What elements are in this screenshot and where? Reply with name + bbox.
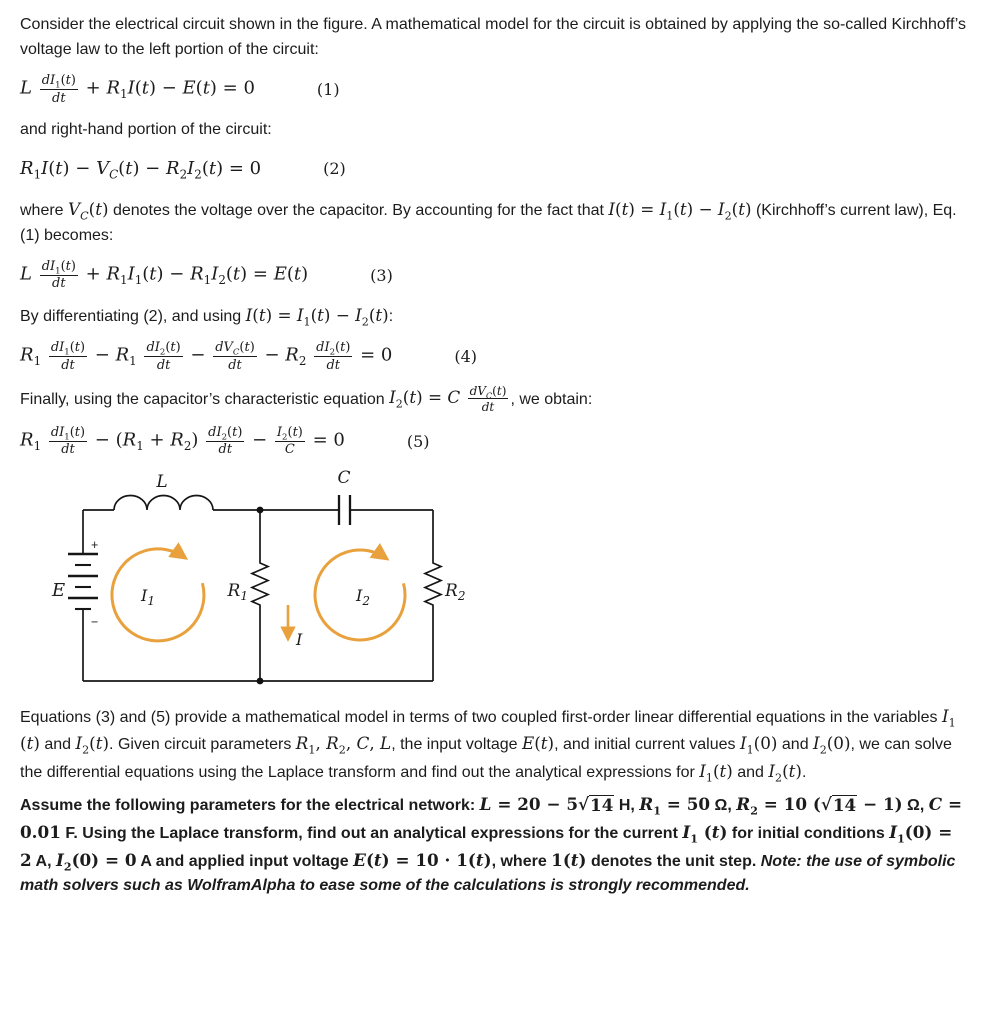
text-segment: Equations (3) and (5) provide a mathematical model in terms of two coupled first-order linear differential equations in the variables: [20, 709, 942, 727]
circuit-figure: [48, 468, 966, 697]
paragraph: [20, 791, 966, 899]
inline-math: $I_1$ (t): [20, 706, 956, 754]
loop-label-i1: $I_1$: [141, 586, 155, 609]
inline-math: $I_1(t)$: [699, 760, 733, 785]
problem-statement-bottom: [20, 703, 966, 899]
equation-math: L $\frac{dI_1(t)}{dt}$ + $R_1I(t) - E(t) = 0$: [20, 73, 255, 106]
inline-math: E(t) = 10 · 1(t): [353, 849, 492, 870]
text-segment: , the input voltage: [391, 736, 522, 754]
text-segment: Ω,: [902, 796, 929, 814]
text-segment: Consider the electrical circuit shown in the figure. A mathematical model for the circuit is obtained by applying the so-called Kirchhoff’s voltage law to the left portion of the circuit:: [20, 16, 966, 59]
inline-math: $I_2(t)$: [75, 733, 110, 757]
battery-label: E: [52, 580, 66, 602]
text-segment: denotes the unit step.: [586, 852, 761, 870]
resistor-r2-icon: [425, 510, 441, 681]
inline-math: $R_1$, $R_2$, C, L: [295, 733, 392, 757]
loop-label-i2: $I_2$: [356, 586, 370, 609]
text-segment: (Kirchhoff’s current law), Eq. (1) becomes:: [20, 201, 957, 245]
text-segment: where: [20, 201, 69, 219]
circuit-diagram: [48, 468, 518, 692]
text-segment: H,: [614, 796, 640, 814]
current-label-i: I: [296, 630, 303, 650]
capacitor-label: C: [337, 468, 351, 489]
text-segment: for initial conditions: [727, 824, 890, 842]
circuit-wires: [83, 510, 433, 681]
text-segment: A,: [31, 852, 56, 870]
equation-math: L $\frac{dI_1(t)}{dt}$ + $R_1I_1(t) - R_1I_2(t) = E(t)$: [20, 259, 309, 292]
inline-math: $I_2(0) = 0$: [55, 849, 137, 873]
text-segment: and right-hand portion of the circuit:: [20, 120, 272, 138]
plus-sign: +: [91, 538, 99, 553]
minus-sign: −: [91, 615, 99, 630]
inline-math: E(t): [521, 733, 555, 754]
note-text: Note: the use of symbolic math solvers such as WolframAlpha to ease some of the calculations is strongly recommended.: [20, 852, 956, 895]
paragraph: [20, 703, 966, 785]
inline-math: $I_1$ (t): [682, 821, 728, 846]
inline-math: $I(t) = I_1(t) - I_2(t)$: [608, 198, 752, 223]
resistor-r1-icon: [252, 510, 268, 681]
text-segment: , and initial current values: [554, 736, 740, 754]
equation-math: $R_1$ $\frac{dI_1(t)}{dt}$ − $(R_1 + R_2)$ $\frac{dI_2(t)}{dt}$ − $\frac{I_2(t)}{C}$ = 0: [20, 424, 345, 458]
inline-math: $I_2(t) = C$ $\frac{dV_C(t)}{dt}$: [389, 383, 507, 414]
equation-number: (2): [323, 159, 346, 179]
inductor-icon: [114, 496, 213, 511]
equation-row: [20, 337, 966, 377]
resistor-label-r1: $R_1$: [227, 581, 248, 604]
inline-math: $V_C(t)$: [68, 198, 109, 223]
resistor-label-r2: $R_2$: [445, 581, 466, 604]
junction-dot-bottom: [257, 678, 264, 685]
inline-math: 1(t): [551, 849, 587, 870]
mesh-current-loop-i1: [112, 549, 204, 641]
equation-number: (5): [406, 431, 430, 451]
inline-math: $R_2 = 10$ ( √ 14 − 1): [736, 793, 903, 818]
problem-statement-top: [20, 12, 966, 461]
inline-math: C = 0.01: [20, 793, 963, 842]
text-segment: A and applied input voltage: [136, 852, 354, 870]
paragraph: [20, 384, 966, 415]
paragraph: [20, 12, 966, 63]
text-segment: .: [801, 763, 807, 781]
equation-math: $R_1$ $\frac{dI_1(t)}{dt}$ − $R_1$ $\frac{dI_2(t)}{dt}$ − $\frac{dV_C(t)}{dt}$ − $R_2$ $\frac{dI_2(t)}{dt}$ = 0: [20, 340, 393, 373]
inline-math: $I_1(0)$: [739, 733, 778, 757]
paragraph: [20, 117, 966, 142]
text-segment: :: [388, 308, 394, 326]
text-segment: and: [732, 763, 769, 781]
text-segment: and: [39, 736, 76, 754]
paragraph: [20, 302, 966, 329]
inline-math: $I_1(0) = 2$: [20, 821, 953, 870]
inline-math: $R_1 = 50$: [639, 793, 711, 818]
text-segment: , we obtain:: [510, 390, 593, 408]
equation-row: [20, 70, 966, 110]
battery-icon: [68, 554, 98, 609]
text-segment: , where: [491, 852, 552, 870]
text-segment: . Given circuit parameters: [109, 736, 296, 754]
inline-math: $I_2(0)$: [813, 733, 851, 757]
junction-dot-top: [257, 507, 264, 514]
equation-number: (4): [454, 347, 478, 367]
text-segment: denotes the voltage over the capacitor. By accounting for the fact that: [108, 201, 609, 219]
capacitor-icon: [339, 495, 350, 525]
equation-row: [20, 421, 966, 461]
text-segment: Ω,: [710, 796, 737, 814]
text-segment: and: [777, 736, 814, 754]
equation-row: [20, 255, 966, 295]
text-segment: F. Using the Laplace transform, find out an analytical expressions for the current: [60, 824, 683, 842]
equation-number: (1): [316, 80, 340, 100]
inline-math: $I(t) = I_1(t) - I_2(t)$: [245, 305, 389, 329]
text-segment: , we can solve the differential equations using the Laplace transform and find out the analytical expressions for: [20, 736, 952, 781]
inductor-label: L: [156, 472, 168, 493]
inline-math: L = 20 − 5 √ 14: [479, 793, 614, 815]
text-segment: By differentiating (2), and using: [20, 308, 246, 326]
text-segment: Assume the following parameters for the electrical network:: [20, 796, 480, 814]
equation-number: (3): [370, 265, 393, 285]
paragraph: [20, 196, 966, 249]
equation-math: $R_1I(t) - V_C(t) - R_2I_2(t) = 0$: [20, 158, 262, 182]
equation-row: [20, 149, 966, 189]
text-segment: Finally, using the capacitor’s characteristic equation: [20, 390, 390, 408]
inline-math: $I_2(t)$: [768, 760, 802, 785]
